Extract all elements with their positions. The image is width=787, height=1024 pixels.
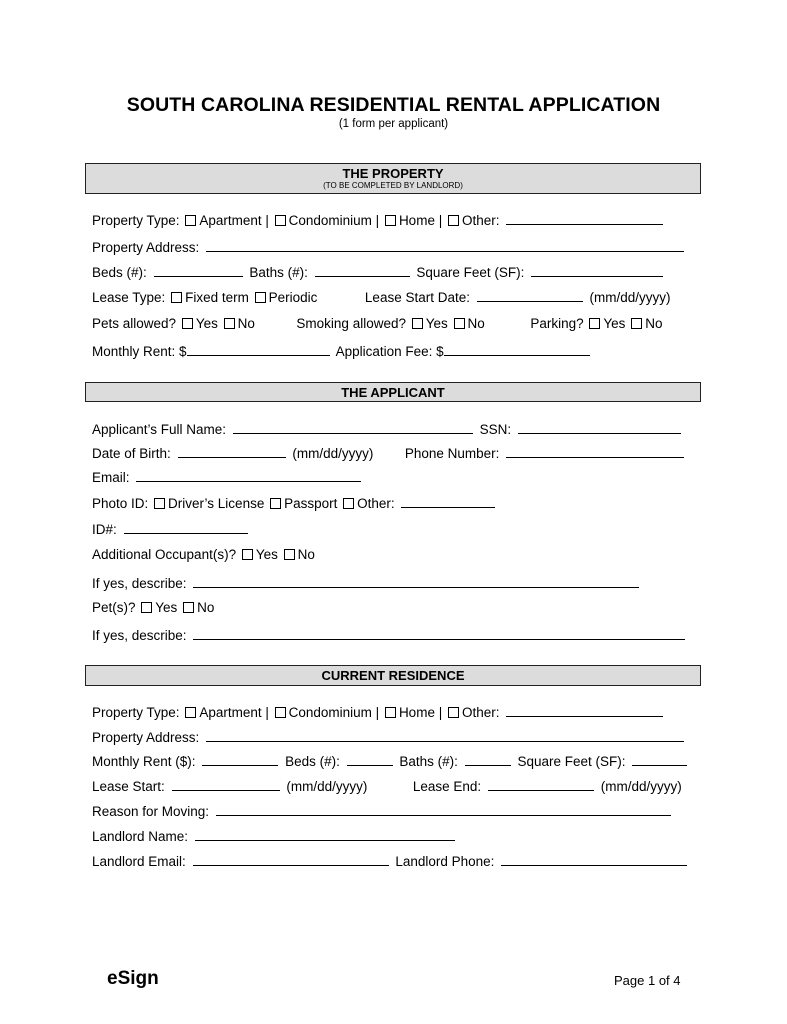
field-label: Monthly Rent: $ <box>92 344 187 359</box>
field-label: Parking? <box>530 316 584 331</box>
beds-field[interactable] <box>347 753 393 766</box>
document-subtitle: (1 form per applicant) <box>338 118 449 130</box>
smoking-yes-checkbox[interactable] <box>412 318 423 329</box>
email-field[interactable] <box>136 469 361 482</box>
section-title: THE APPLICANT <box>341 385 445 400</box>
date-format-hint: (mm/dd/yyyy) <box>292 446 374 461</box>
email-row <box>92 469 364 486</box>
property-type-row <box>92 212 666 229</box>
field-label: If yes, describe: <box>92 628 187 643</box>
field-label: Reason for Moving: <box>92 804 210 819</box>
beds-field[interactable] <box>154 264 243 277</box>
landlord-contact-row <box>92 853 690 870</box>
option-label: Other: <box>461 705 500 720</box>
field-label: Beds (#): <box>92 265 147 280</box>
option-label: No <box>467 316 485 331</box>
section-header-applicant <box>85 382 701 402</box>
apartment-checkbox[interactable] <box>185 215 196 226</box>
field-label: Square Feet (SF): <box>517 754 626 769</box>
fixed-term-checkbox[interactable] <box>171 292 182 303</box>
smoking-no-checkbox[interactable] <box>454 318 465 329</box>
periodic-checkbox[interactable] <box>255 292 266 303</box>
id-number-field[interactable] <box>124 521 248 534</box>
field-label: Lease End: <box>412 779 482 794</box>
page-number: Page 1 of 4 <box>614 973 681 988</box>
option-label: Condominium | <box>288 213 380 228</box>
other-id-field[interactable] <box>401 495 495 508</box>
residence-address-row <box>92 729 687 746</box>
field-label: Beds (#): <box>285 754 340 769</box>
section-note: (TO BE COMPLETED BY LANDLORD) <box>323 181 463 190</box>
field-label: Property Address: <box>92 730 200 745</box>
pets-row <box>92 600 214 616</box>
occupants-description-field[interactable] <box>193 575 639 588</box>
occupants-describe-row <box>92 575 642 592</box>
parking-yes-checkbox[interactable] <box>589 318 600 329</box>
document-title: SOUTH CAROLINA RESIDENTIAL RENTAL APPLICATION <box>126 94 661 116</box>
lease-start-date-field[interactable] <box>477 289 583 302</box>
field-label: Property Address: <box>92 240 200 255</box>
field-label: Monthly Rent ($): <box>92 754 196 769</box>
parking-no-checkbox[interactable] <box>631 318 642 329</box>
other-id-checkbox[interactable] <box>343 498 354 509</box>
field-label: Property Type: <box>92 705 180 720</box>
option-label: Home | <box>398 213 443 228</box>
property-size-row <box>92 264 666 281</box>
section-header-residence <box>85 665 701 686</box>
occupants-no-checkbox[interactable] <box>284 549 295 560</box>
option-label: Yes <box>255 547 278 562</box>
section-header-property <box>85 163 701 194</box>
property-address-row <box>92 239 687 256</box>
option-label: Apartment | <box>199 705 269 720</box>
field-label: Application Fee: $ <box>335 344 444 359</box>
option-label: Driver’s License <box>168 496 265 511</box>
rent-fee-row <box>92 343 593 360</box>
square-feet-field[interactable] <box>531 264 663 277</box>
option-label: Home | <box>398 705 443 720</box>
option-label: Yes <box>195 316 218 331</box>
date-format-hint: (mm/dd/yyyy) <box>589 290 671 305</box>
drivers-license-checkbox[interactable] <box>154 498 165 509</box>
home-checkbox[interactable] <box>385 215 396 226</box>
landlord-phone-field[interactable] <box>501 853 687 866</box>
lease-type-row <box>92 289 671 306</box>
reason-for-moving-field[interactable] <box>216 803 671 816</box>
pets-describe-row <box>92 627 688 644</box>
landlord-name-row <box>92 828 458 845</box>
baths-field[interactable] <box>465 753 511 766</box>
field-label: Landlord Phone: <box>395 854 495 869</box>
pets-yes-checkbox[interactable] <box>141 602 152 613</box>
pets-no-checkbox[interactable] <box>224 318 235 329</box>
application-fee-field[interactable] <box>444 343 590 356</box>
home-checkbox[interactable] <box>385 707 396 718</box>
residence-type-row <box>92 704 666 721</box>
square-feet-field[interactable] <box>632 753 687 766</box>
residence-size-row <box>92 753 690 770</box>
option-label: Passport <box>284 496 338 511</box>
field-label: Property Type: <box>92 213 180 228</box>
field-label: Lease Start Date: <box>364 290 470 305</box>
field-label: Additional Occupant(s)? <box>92 547 237 562</box>
date-format-hint: (mm/dd/yyyy) <box>600 779 682 794</box>
monthly-rent-field[interactable] <box>187 343 330 356</box>
field-label: Email: <box>92 470 130 485</box>
section-title: CURRENT RESIDENCE <box>321 668 465 683</box>
pets-description-field[interactable] <box>193 627 685 640</box>
landlord-email-field[interactable] <box>193 853 389 866</box>
option-label: Other: <box>461 213 500 228</box>
other-checkbox[interactable] <box>448 215 459 226</box>
field-label: ID#: <box>92 522 117 537</box>
condominium-checkbox[interactable] <box>275 707 286 718</box>
date-format-hint: (mm/dd/yyyy) <box>286 779 368 794</box>
date-of-birth-field[interactable] <box>178 445 286 458</box>
esign-logo: eSign <box>107 968 159 989</box>
field-label: Landlord Email: <box>92 854 186 869</box>
option-label: No <box>297 547 315 562</box>
field-label: Lease Type: <box>92 290 166 305</box>
pets-no-checkbox[interactable] <box>183 602 194 613</box>
phone-number-field[interactable] <box>506 445 684 458</box>
option-label: Fixed term <box>185 290 249 305</box>
field-label: Baths (#): <box>399 754 458 769</box>
applicant-name-row <box>92 421 684 438</box>
apartment-checkbox[interactable] <box>185 707 196 718</box>
residence-address-field[interactable] <box>206 729 684 742</box>
field-label: Applicant’s Full Name: <box>92 422 227 437</box>
field-label: If yes, describe: <box>92 576 187 591</box>
property-address-field[interactable] <box>206 239 684 252</box>
option-label: No <box>645 316 663 331</box>
monthly-rent-field[interactable] <box>202 753 278 766</box>
field-label: Square Feet (SF): <box>416 265 525 280</box>
field-label: Lease Start: <box>92 779 165 794</box>
field-label: Photo ID: <box>92 496 149 511</box>
option-label: Yes <box>155 600 178 615</box>
pets-yes-checkbox[interactable] <box>182 318 193 329</box>
reason-row <box>92 803 674 820</box>
other-type-field[interactable] <box>506 704 663 717</box>
field-label: SSN: <box>479 422 512 437</box>
dob-phone-row <box>92 445 687 462</box>
option-label: Condominium | <box>288 705 380 720</box>
lease-start-field[interactable] <box>172 778 280 791</box>
condominium-checkbox[interactable] <box>275 215 286 226</box>
field-label: Pets allowed? <box>92 316 177 331</box>
full-name-field[interactable] <box>233 421 473 434</box>
photo-id-row <box>92 495 498 512</box>
option-label: Yes <box>603 316 626 331</box>
option-label: Periodic <box>268 290 318 305</box>
lease-dates-row <box>92 778 682 795</box>
id-number-row <box>92 521 251 538</box>
lease-end-field[interactable] <box>488 778 594 791</box>
section-title: THE PROPERTY <box>342 166 444 181</box>
option-label: Yes <box>425 316 448 331</box>
other-type-field[interactable] <box>506 212 663 225</box>
ssn-field[interactable] <box>518 421 681 434</box>
allowances-row <box>92 316 662 332</box>
occupants-yes-checkbox[interactable] <box>242 549 253 560</box>
field-label: Pet(s)? <box>92 600 136 615</box>
field-label: Landlord Name: <box>92 829 189 844</box>
option-label: Apartment | <box>199 213 269 228</box>
landlord-name-field[interactable] <box>195 828 455 841</box>
option-label: No <box>197 600 215 615</box>
passport-checkbox[interactable] <box>270 498 281 509</box>
field-label: Baths (#): <box>249 265 308 280</box>
option-label: Other: <box>357 496 395 511</box>
field-label: Phone Number: <box>404 446 500 461</box>
occupants-row <box>92 547 315 563</box>
baths-field[interactable] <box>315 264 410 277</box>
field-label: Smoking allowed? <box>296 316 406 331</box>
option-label: No <box>237 316 255 331</box>
other-checkbox[interactable] <box>448 707 459 718</box>
field-label: Date of Birth: <box>92 446 171 461</box>
